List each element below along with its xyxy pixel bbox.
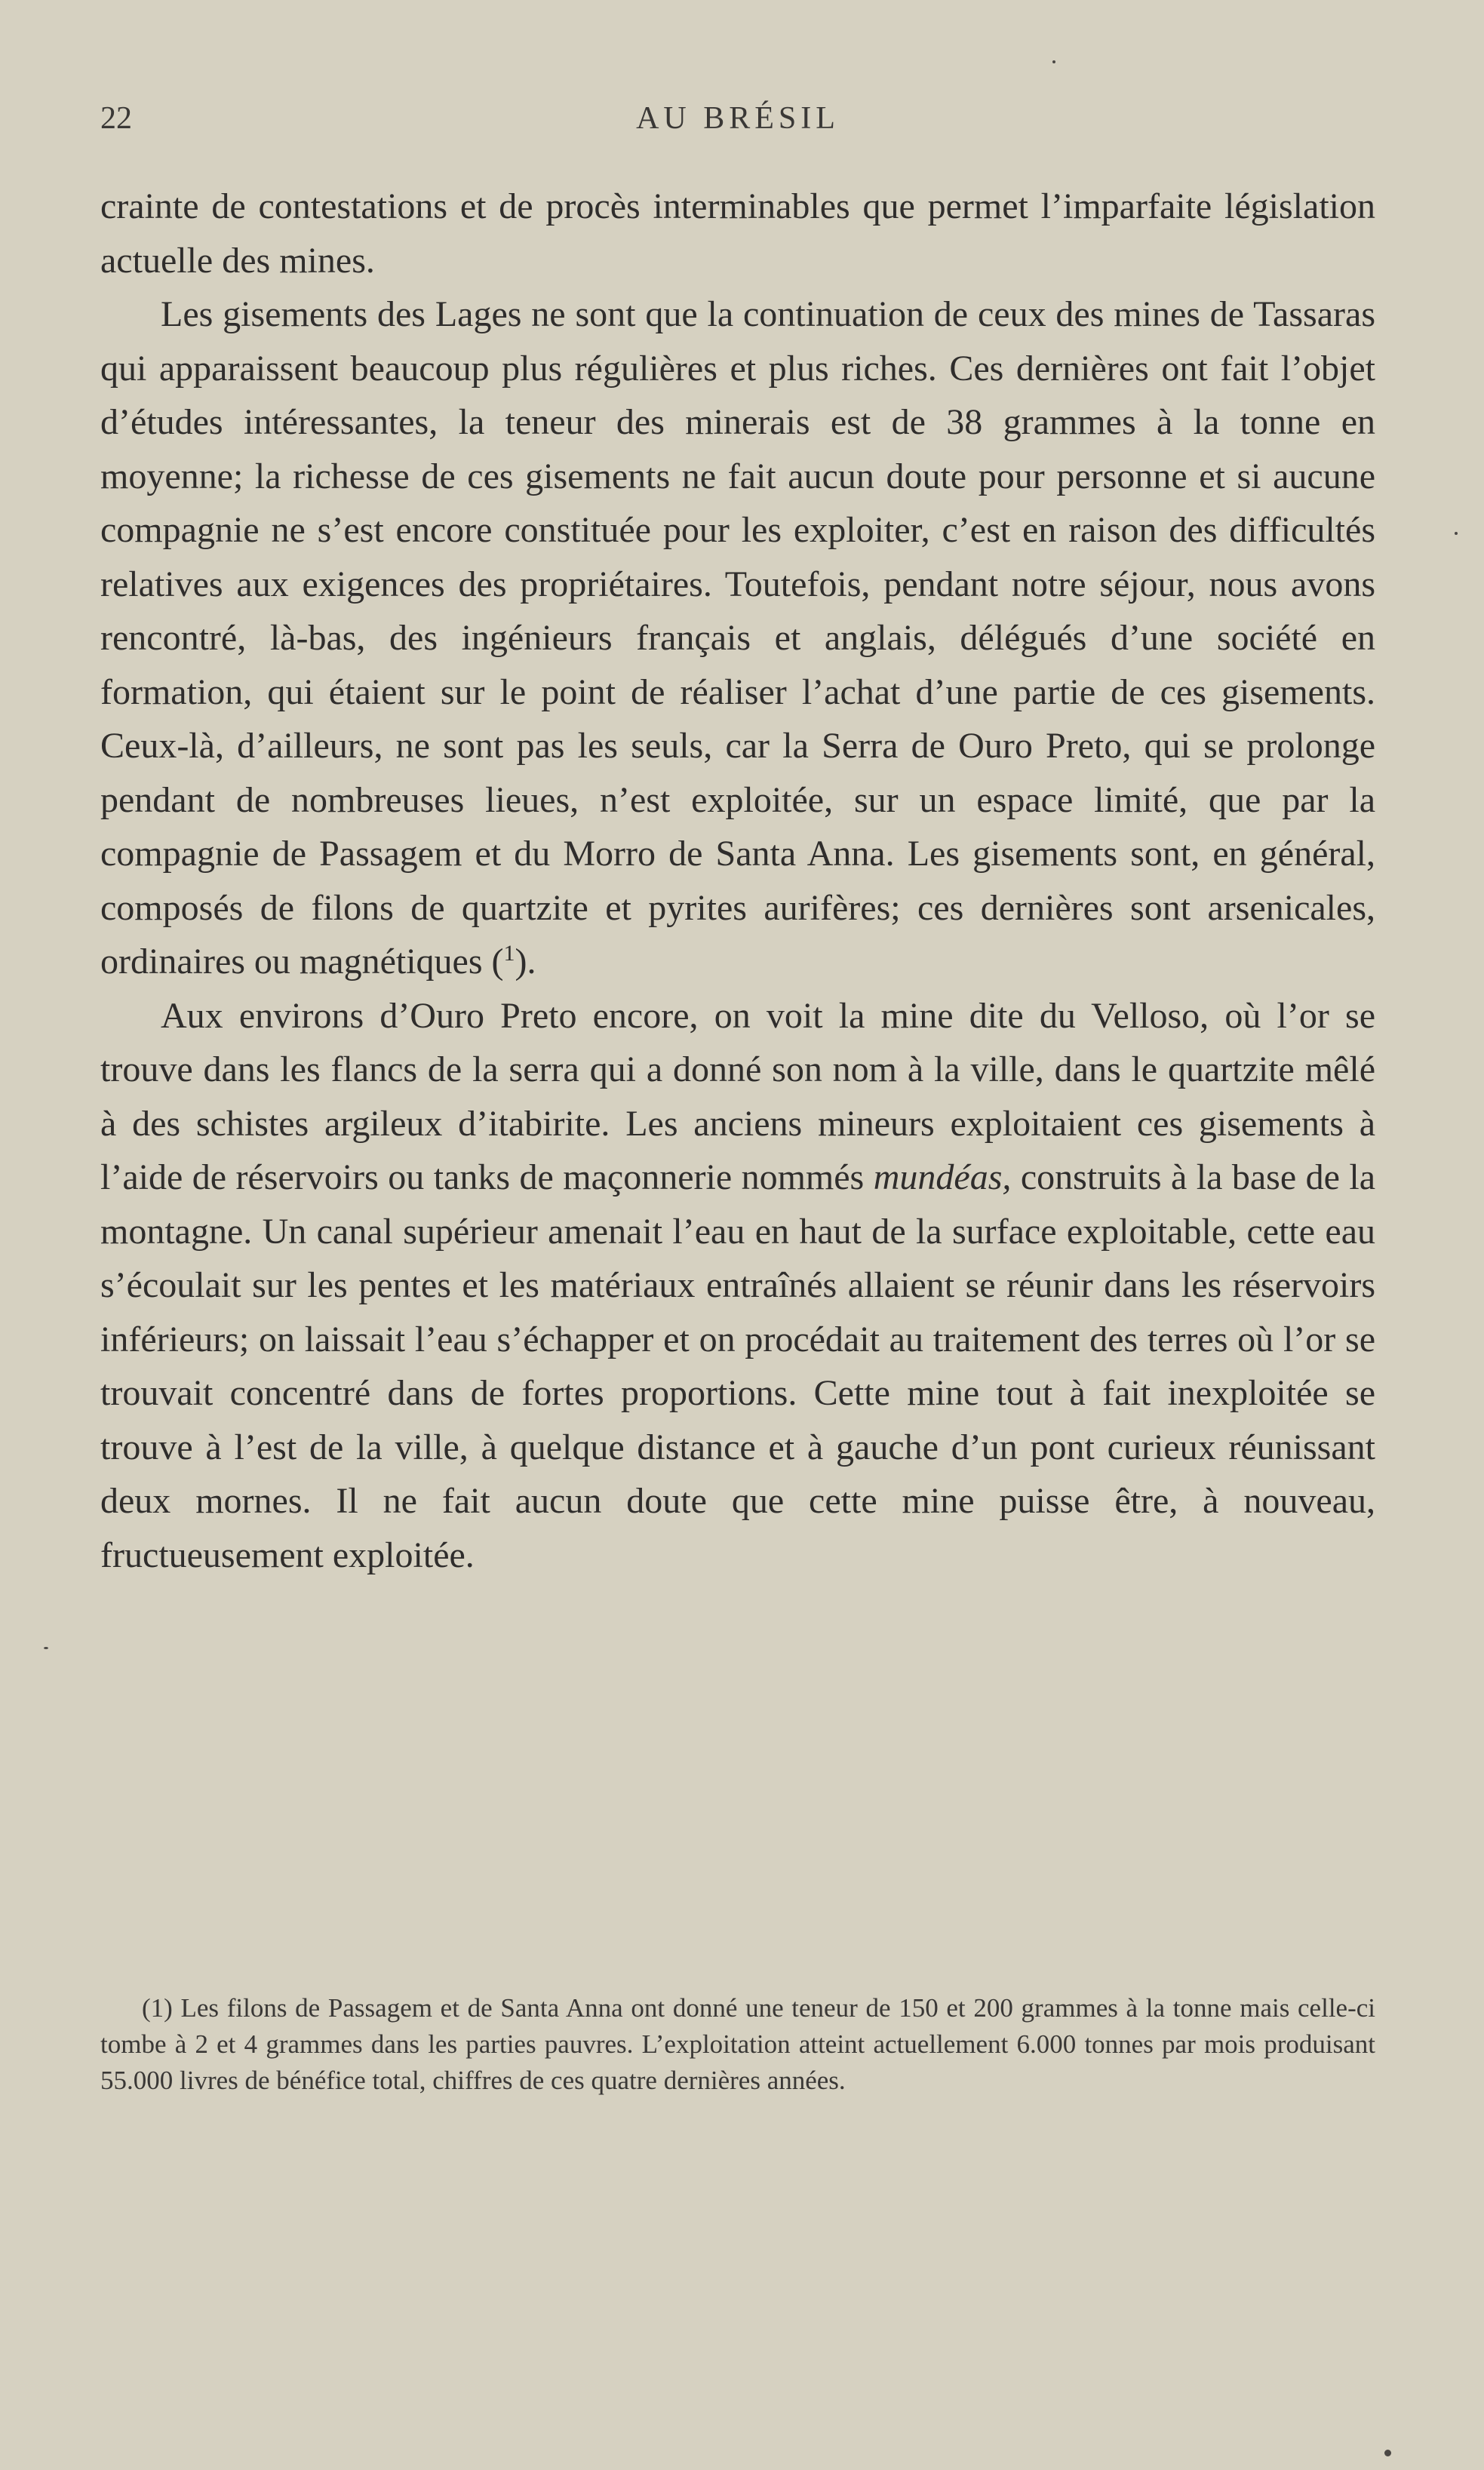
paper-speck	[1455, 532, 1458, 535]
paper-speck	[44, 1647, 48, 1649]
paragraph-2-end: ).	[515, 942, 536, 982]
footnote-reference: 1	[503, 941, 515, 966]
paper-speck	[1384, 2450, 1391, 2456]
paragraph-3-text: Aux environs d’Ouro Preto encore, on voit la mine dite du Velloso, où l’or se trouve dans les flancs de la serra qui a donné son nom à la ville, dans le quartzite mêlé à des schistes argileux d’itabirite. Les anciens mineurs exploitaient ces gisements à l’aide de réservoirs ou tanks de maçonnerie nommés	[100, 995, 1375, 1197]
page-header	[100, 100, 1375, 146]
body-text	[100, 180, 1375, 1582]
paragraph-2-text: Les gisements des Lages ne sont que la continuation de ceux des mines de Tassaras qui apparaissent beaucoup plus régulières et plus riches. Ces dernières ont fait l’objet d’études intéressantes, la teneur des minerais est de 38 grammes à la tonne en moyenne; la richesse de ces gisements ne fait aucun doute pour personne et si aucune compagnie ne s’est encore constituée pour les exploiter, c’est en raison des difficultés relatives aux exigences des propriétaires. Toutefois, pendant notre séjour, nous avons rencontré, là-bas, des ingénieurs français et anglais, délégués d’une société en formation, qui étaient sur le point de réaliser l’achat d’une partie de ces gisements. Ceux-là, d’ailleurs, ne sont pas les seuls, car la Serra de Ouro Preto, qui se prolonge pendant de nombreuses lieues, n’est exploitée, sur un espace limité, que par la compagnie de Passagem et du Morro de Santa Anna. Les gisements sont, en général, composés de filons de quartzite et pyrites aurifères; ces dernières sont arsenicales, ordinaires ou magnétiques (	[100, 294, 1375, 982]
paragraph-3	[100, 989, 1375, 1583]
footnote-1: (1) Les filons de Passagem et de Santa Anna ont donné une teneur de 150 et 200 grammes à la tonne mais celle-ci tombe à 2 et 4 grammes dans les parties pauvres. L’exploitation atteint actuellement 6.000 tonnes par mois produisant 55.000 livres de bénéfice total, chiffres de ces quatre dernières années.	[100, 1993, 1375, 2095]
paragraph-1: crainte de contestations et de procès interminables que permet l’imparfaite législation actuelle des mines.	[100, 186, 1375, 281]
footnotes	[100, 1990, 1375, 2099]
running-title: AU BRÉSIL	[636, 101, 840, 136]
paragraph-2	[100, 287, 1375, 989]
page-number: 22	[100, 101, 132, 136]
italic-term: mundéas,	[873, 1157, 1012, 1197]
paragraph-3-end: construits à la base de la montagne. Un canal supérieur amenait l’eau en haut de la surface exploitable, cette eau s’écoulait sur les pentes et les matériaux entraînés allaient se réunir dans les réservoirs inférieurs; on laissait l’eau s’échapper et on procédait au traitement des terres où l’or se trouvait concentré dans de fortes proportions. Cette mine tout à fait inexploitée se trouve à l’est de la ville, à quelque distance et à gauche d’un pont curieux réunissant deux mornes. Il ne fait aucun doute que cette mine puisse être, à nouveau, fructueusement exploitée.	[100, 1157, 1376, 1575]
paper-speck	[1052, 60, 1055, 63]
